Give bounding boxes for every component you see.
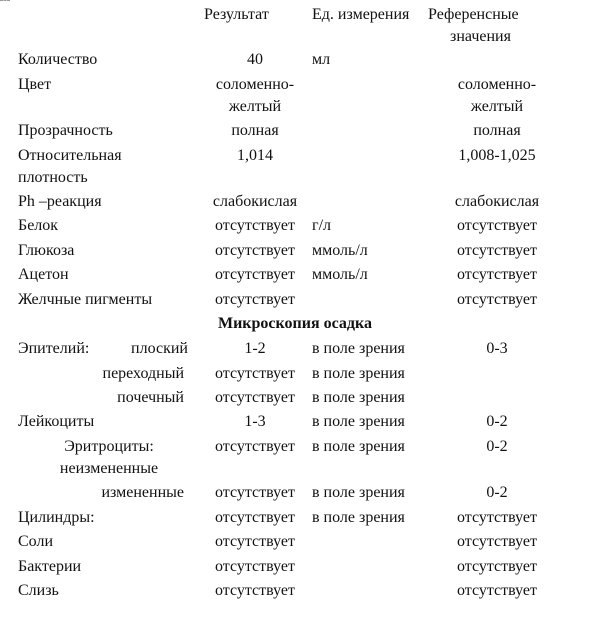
row-name: измененные <box>101 484 184 501</box>
row-reference: отсутствует <box>456 582 538 599</box>
row-unit: в поле зрения <box>312 484 405 501</box>
row-name: Количество <box>18 51 98 68</box>
row-reference: 0-2 <box>486 484 508 501</box>
row-unit: мл <box>312 51 331 68</box>
row-unit: ммоль/л <box>312 266 368 283</box>
row-reference: отсутствует <box>456 533 538 550</box>
row-result: отсутствует <box>214 217 296 234</box>
row-result: отсутствует <box>214 438 296 455</box>
row-unit: в поле зрения <box>312 389 405 406</box>
row-result: отсутствует <box>214 582 296 599</box>
row-unit: в поле зрения <box>312 340 405 357</box>
row-name-right: плоский <box>131 340 188 357</box>
row-unit: в поле зрения <box>312 365 405 382</box>
row-name: Прозрачность <box>18 122 113 139</box>
row-result: отсутствует <box>214 365 296 382</box>
row-result: полная <box>231 122 279 139</box>
row-unit: в поле зрения <box>312 438 405 455</box>
row-name: Ph –реакция <box>18 193 102 210</box>
row-reference: отсутствует <box>456 509 538 526</box>
header-result: Результат <box>204 6 269 23</box>
row-reference: 1,008-1,025 <box>458 147 536 164</box>
row-result: 1,014 <box>237 147 273 164</box>
row-reference: полная <box>473 122 521 139</box>
row-result: отсутствует <box>214 509 296 526</box>
row-result: отсутствует <box>214 484 296 501</box>
row-name: Соли <box>18 533 54 550</box>
header-reference-line1: Референсные <box>428 6 519 23</box>
row-name-line1: Эритроциты: <box>64 438 154 455</box>
row-reference: 0-3 <box>486 340 508 357</box>
row-result: отсутствует <box>214 266 296 283</box>
row-name: Цвет <box>18 76 52 93</box>
row-result: 1-2 <box>244 340 266 357</box>
row-name: Ацетон <box>18 266 69 283</box>
header-unit: Ед. измерения <box>312 6 410 23</box>
row-result: отсутствует <box>214 242 296 259</box>
row-reference: отсутствует <box>456 242 538 259</box>
row-name: переходный <box>102 365 184 382</box>
row-reference: отсутствует <box>456 266 538 283</box>
row-reference: отсутствует <box>456 217 538 234</box>
row-reference-line1: соломенно- <box>457 76 537 93</box>
row-name-line2: плотность <box>18 169 88 186</box>
row-result: отсутствует <box>214 389 296 406</box>
row-name: Желчные пигменты <box>18 291 153 308</box>
row-unit: в поле зрения <box>312 413 405 430</box>
row-result-line1: соломенно- <box>215 76 295 93</box>
row-reference: 0-2 <box>486 438 508 455</box>
row-reference: отсутствует <box>456 291 538 308</box>
row-result: отсутствует <box>214 533 296 550</box>
row-name-line1: Относительная <box>18 147 122 164</box>
row-result: слабокислая <box>212 193 298 210</box>
row-name: Глюкоза <box>18 242 75 259</box>
row-name: Цилиндры: <box>18 509 95 526</box>
row-name-left: Эпителий: <box>18 340 90 357</box>
row-result-line2: желтый <box>228 98 282 115</box>
header-reference-line2: значения <box>450 28 511 45</box>
row-name: Бактерии <box>18 558 82 575</box>
row-name: Слизь <box>18 582 59 599</box>
row-result: 40 <box>247 51 263 68</box>
row-reference: слабокислая <box>454 193 540 210</box>
row-result: отсутствует <box>214 558 296 575</box>
row-name-line2: неизмененные <box>59 460 159 477</box>
row-reference: отсутствует <box>456 558 538 575</box>
row-result: 1-3 <box>244 413 266 430</box>
section-title-microscopy: Микроскопия осадка <box>217 315 372 332</box>
row-name: Белок <box>18 217 59 234</box>
row-reference: 0-2 <box>486 413 508 430</box>
row-name: почечный <box>117 389 184 406</box>
row-reference-line2: желтый <box>470 98 524 115</box>
row-unit: г/л <box>312 217 331 234</box>
row-name: Лейкоциты <box>18 413 95 430</box>
row-result: отсутствует <box>214 291 296 308</box>
row-unit: в поле зрения <box>312 509 405 526</box>
row-unit: ммоль/л <box>312 242 368 259</box>
torn-edge-mark <box>0 0 10 4</box>
